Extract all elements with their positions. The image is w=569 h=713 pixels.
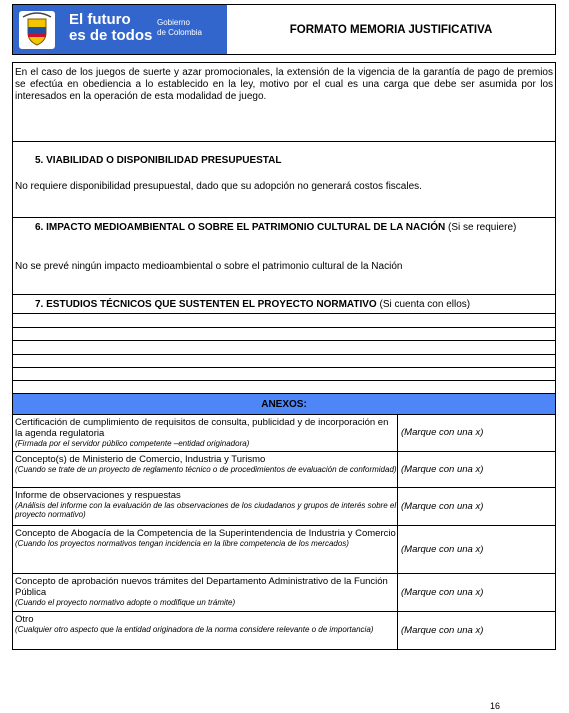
document-header	[12, 4, 556, 55]
empty-row-line	[13, 313, 555, 314]
empty-row-line	[13, 354, 555, 355]
annex-mark-cell[interactable]: (Marque con una x)	[401, 624, 484, 636]
annex-row-label: Concepto de Abogacía de la Competencia de la Superintendencia de Industria y Comercio (Cuando los proyectos normativos tengan incidencia en la libre competencia de los mercados)	[15, 528, 396, 548]
divider	[13, 141, 555, 142]
brand-slogan: El futuro es de todos	[69, 11, 153, 44]
section6-title: 6. IMPACTO MEDIOAMBIENTAL O SOBRE EL PATRIMONIO CULTURAL DE LA NACIÓN (Si se requiere)	[35, 222, 517, 233]
memoria-content-box	[12, 62, 556, 650]
empty-row-line	[13, 380, 555, 381]
intro-paragraph: En el caso de los juegos de suerte y azar promocionales, la extensión de la vigencia de la garantía de pago de premios se efectúa en obediencia a lo establecido en la ley, motivo por el cual es una carga que debe ser asumida por los interesados en la operación de esta modalidad de juego.	[15, 67, 553, 102]
government-label: Gobierno de Colombia	[157, 18, 202, 37]
section5-text: No requiere disponibilidad presupuestal, dado que su adopción no generará costos fiscales.	[15, 181, 422, 192]
document-title: FORMATO MEMORIA JUSTIFICATIVA	[289, 23, 493, 36]
empty-row-line	[13, 327, 555, 328]
section5-title: 5. VIABILIDAD O DISPONIBILIDAD PRESUPUESTAL	[35, 155, 282, 166]
annex-row-label: Concepto de aprobación nuevos trámites del Departamento Administrativo de la Función Pública (Cuando el proyecto normativo adopte o modifique un trámite)	[15, 576, 388, 607]
divider	[13, 217, 555, 218]
annex-row-label: Informe de observaciones y respuestas (Análisis del informe con la evaluación de las observaciones de los ciudadanos y grupos de interés sobre el proyecto normativo)	[15, 490, 397, 519]
page-number: 16	[490, 701, 501, 711]
annex-row-label: Certificación de cumplimiento de requisitos de consulta, publicidad y de incorporación en la agenda regulatoria (Firmada por el servidor público competente –entidad originadora)	[15, 417, 389, 448]
annex-mark-cell[interactable]: (Marque con una x)	[401, 543, 484, 555]
annex-row-label: Concepto(s) de Ministerio de Comercio, Industria y Turismo (Cuando se trate de un proyecto de reglamento técnico o de procedimientos de evaluación de conformidad)	[15, 454, 397, 474]
annex-row-label: Otro (Cualquier otro aspecto que la entidad originadora de la norma considere relevante o de importancia)	[15, 614, 374, 634]
divider	[13, 294, 555, 295]
section7-title: 7. ESTUDIOS TÉCNICOS QUE SUSTENTEN EL PROYECTO NORMATIVO (Si cuenta con ellos)	[35, 299, 471, 310]
empty-row-line	[13, 367, 555, 368]
empty-row-line	[13, 340, 555, 341]
column-divider	[397, 414, 398, 650]
government-logo-banner	[13, 5, 227, 54]
coat-of-arms-icon	[19, 11, 55, 49]
annex-mark-cell[interactable]: (Marque con una x)	[401, 427, 484, 438]
annexes-header: ANEXOS:	[13, 394, 555, 414]
annex-mark-cell[interactable]: (Marque con una x)	[401, 463, 484, 475]
annex-mark-cell[interactable]: (Marque con una x)	[401, 586, 484, 598]
annex-mark-cell[interactable]: (Marque con una x)	[401, 500, 484, 512]
section6-text: No se prevé ningún impacto medioambiental o sobre el patrimonio cultural de la Nación	[15, 261, 403, 272]
